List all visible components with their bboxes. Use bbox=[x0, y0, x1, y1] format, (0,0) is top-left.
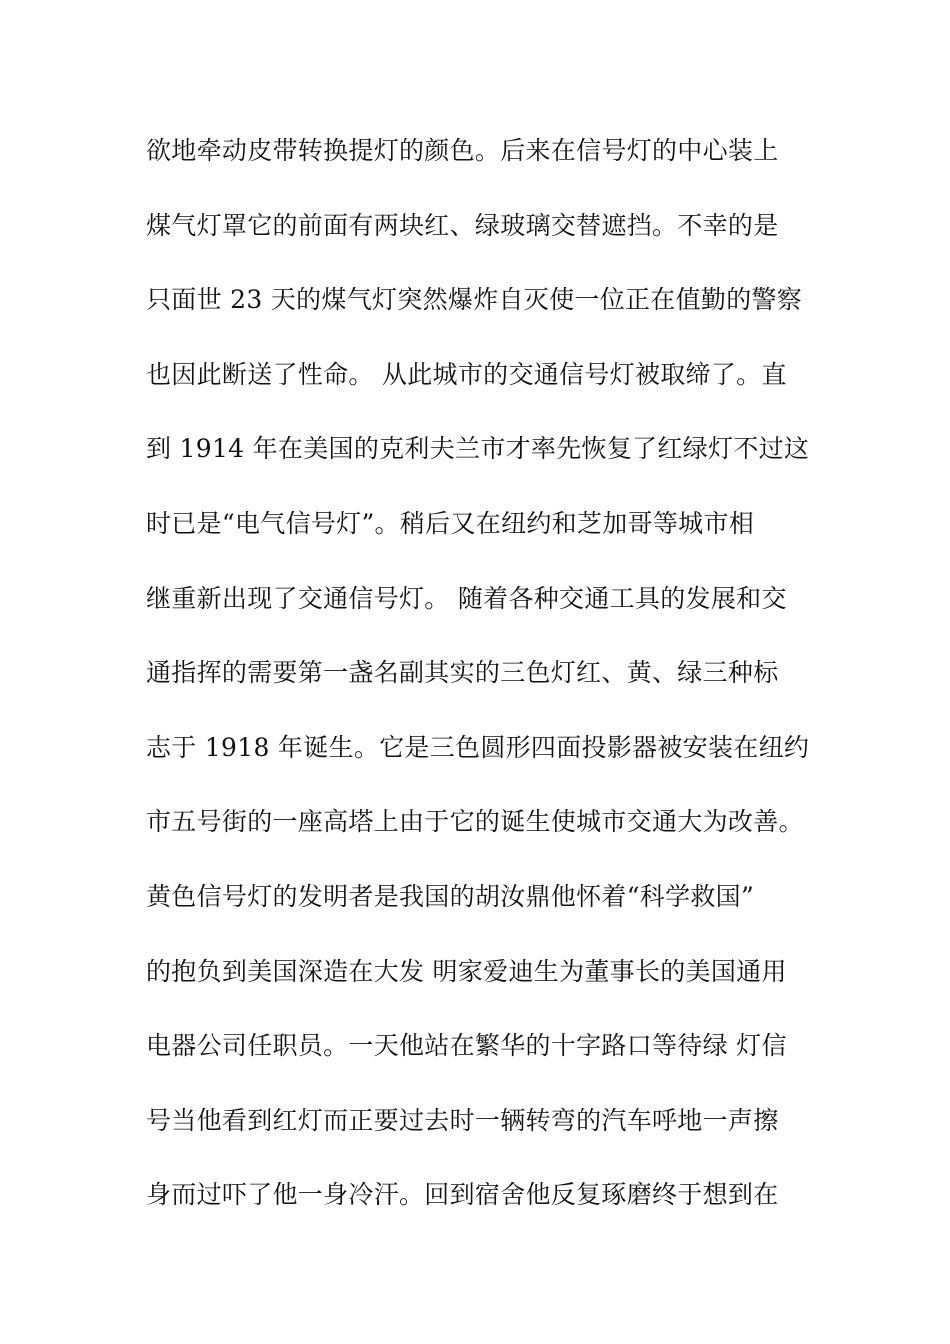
text-line: 通指挥的需要第一盏名副其实的三色灯红、黄、绿三种标 bbox=[146, 658, 779, 688]
text-line: 志于 1918 年诞生。它是三色圆形四面投影器被安装在纽约 bbox=[146, 732, 810, 762]
text-line: 时已是“电气信号灯”。稍后又在纽约和芝加哥等城市相 bbox=[146, 508, 755, 538]
text-line: 欲地牵动皮带转换提灯的颜色。后来在信号灯的中心装上 bbox=[146, 136, 779, 165]
text-line: 煤气灯罩它的前面有两块红、绿玻璃交替遮挡。不幸的是 bbox=[146, 210, 779, 240]
text-line: 继重新出现了交通信号灯。 随着各种交通工具的发展和交 bbox=[146, 583, 787, 613]
text-line: 市五号街的一座高塔上由于它的诞生使城市交通大为改善。 bbox=[146, 807, 804, 837]
text-line: 只面世 23 天的煤气灯突然爆炸自灭使一位正在值勤的警察 bbox=[146, 285, 803, 315]
text-line: 到 1914 年在美国的克利夫兰市才率先恢复了红绿灯不过这 bbox=[146, 434, 810, 464]
text-line: 身而过吓了他一身冷汗。回到宿舍他反复琢磨终于想到在 bbox=[146, 1180, 779, 1210]
text-line: 也因此断送了性命。 从此城市的交通信号灯被取缔了。直 bbox=[146, 359, 787, 389]
text-line: 的抱负到美国深造在大发 明家爱迪生为董事长的美国通用 bbox=[146, 956, 787, 986]
text-line: 黄色信号灯的发明者是我国的胡汝鼎他怀着“科学救国” bbox=[146, 881, 755, 911]
text-line: 号当他看到红灯而正要过去时一辆转弯的汽车呼地一声擦 bbox=[146, 1105, 779, 1135]
body-text bbox=[146, 127, 810, 1246]
text-line: 电器公司任职员。一天他站在繁华的十字路口等待绿 灯信 bbox=[146, 1031, 787, 1061]
